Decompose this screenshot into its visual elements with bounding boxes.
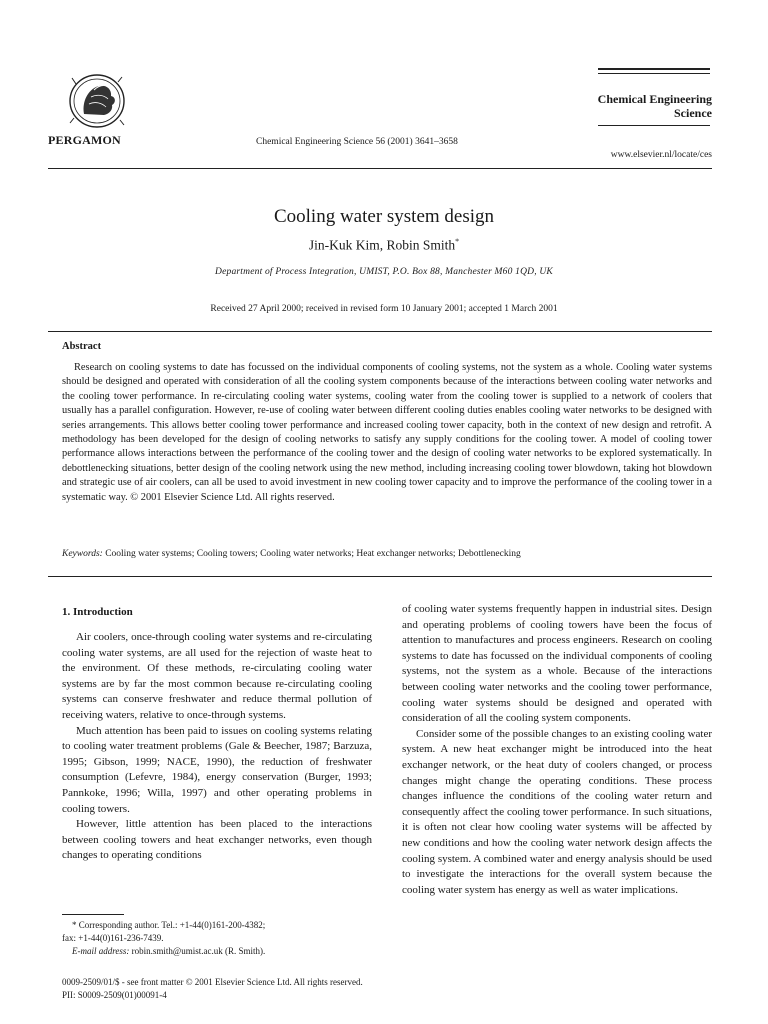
article-title: Cooling water system design bbox=[273, 206, 495, 227]
article-authors bbox=[0, 237, 768, 254]
email-address[interactable]: robin.smith@umist.ac.uk (R. Smith). bbox=[131, 946, 266, 956]
journal-rule-bottom bbox=[598, 125, 710, 126]
journal-rule-top-thin bbox=[598, 73, 710, 74]
received-dates: Received 27 April 2000; received in revised form 10 January 2001; accepted 1 March 2001 bbox=[210, 304, 558, 314]
copyright-line: 0009-2509/01/$ - see front matter © 2001 Elsevier Science Ltd. All rights reserved. bbox=[62, 977, 363, 987]
abstract-divider bbox=[48, 331, 712, 332]
left-column bbox=[62, 630, 372, 864]
pergamon-athena-logo-icon bbox=[64, 70, 130, 130]
paragraph: Consider some of the possible changes to an existing cooling water system. A new heat exchanger might be introduced into the heat exchanger network, or the heat duty of coolers changed, or process changes might change the operating conditions. These process changes influence the conditions of the cooling water return and consequently affect the cooling tower performance. In such situations, it is often not clear how cooling water systems will be affected by new conditions and how the cooling water network design affects the cooling system. A combined water and energy analysis should be used to investigate the interactions for the overall system because the cooling water system has energy as well as water implications. bbox=[402, 727, 712, 896]
footnote-phone: * Corresponding author. Tel.: +1-44(0)161-200-4382; bbox=[72, 920, 266, 930]
journal-rule-top bbox=[598, 68, 710, 70]
corresponding-author-mark: * bbox=[455, 237, 460, 246]
email-label: E-mail address: bbox=[72, 946, 130, 956]
abstract-text: Research on cooling systems to date has focussed on the individual components of cooling systems, not the system as a whole. Cooling water systems should be designed and operated with consideration of all the cooling system components because of the interactions between cooling water networks and the cooling tower performance. In re-circulating cooling water systems, cooling water from the cooling tower is supplied to a network of coolers that usually has a parallel configuration. However, re-use of cooling water between different cooling duties enables cooling water networks to be designed with series arrangements. This allows better cooling tower performance and increased cooling tower capacity, both in the context of new design and retrofit. A methodology has been developed for the design of cooling networks to satisfy any supply conditions for the cooling tower. A model of cooling tower performance allows interactions between the performance of the cooling tower and the design of cooling water networks to be explored systematically. In debottlenecking situations, better design of the cooling network using the new method, including increasing cooling tower blowdown, taking hot blowdown and strategic use of air coolers, can all be used to avoid investment in new cooling tower capacity and to improve the performance of the cooling tower in a systematic way. © 2001 Elsevier Science Ltd. All rights reserved. bbox=[62, 362, 712, 503]
journal-citation: Chemical Engineering Science 56 (2001) 3641–3658 bbox=[256, 137, 458, 147]
journal-name: Chemical Engineering Science bbox=[597, 92, 712, 120]
body-divider bbox=[48, 576, 712, 577]
publisher-name: PERGAMON bbox=[48, 133, 121, 147]
author-affiliation: Department of Process Integration, UMIST, P.O. Box 88, Manchester M60 1QD, UK bbox=[215, 267, 553, 277]
corresponding-author-footnote bbox=[62, 919, 372, 958]
keywords-label: Keywords: bbox=[62, 549, 103, 559]
paragraph: Much attention has been paid to issues on cooling systems relating to cooling water treatment problems (Gale & Beecher, 1987; Barzuza, 1995; Gibson, 1999; NACE, 1990), the reduction of freshwater consumption (Lefevre, 1984), energy conservation (Burger, 1993; Pannkoke, 1996; Willa, 1997) and other operating problems in cooling towers. bbox=[62, 724, 372, 815]
keywords-line bbox=[62, 549, 712, 559]
section-heading: 1. Introduction bbox=[62, 606, 133, 618]
footnote-rule bbox=[62, 914, 124, 915]
paragraph: However, little attention has been placed to the interactions between cooling towers and heat exchanger networks, even though changes to operating conditions bbox=[62, 818, 372, 862]
footnote-fax: fax: +1-44(0)161-236-7439. bbox=[62, 933, 164, 943]
right-column bbox=[402, 602, 712, 898]
author-names: Jin-Kuk Kim, Robin Smith bbox=[308, 237, 456, 253]
paragraph: of cooling water systems frequently happen in industrial sites. Design and operating problems of cooling towers have been the focus of attention to manufactures and process engineers. Research on cooling systems to date has focussed on the individual components of cooling systems, not the system as a whole. Because of the interactions between cooling water networks and the cooling tower performance, cooling water systems should be designed and operated with consideration of all the cooling system components. bbox=[402, 603, 712, 725]
footnote-email-line bbox=[62, 945, 372, 958]
paragraph: Air coolers, once-through cooling water systems and re-circulating cooling water systems, are all used for the rejection of waste heat to the environment. Of these methods, re-circulating cooling water systems are by far the most common because re-circulating cooling systems can conserve freshwater and reduce thermal pollution of receiving waters, relative to once-through systems. bbox=[62, 631, 372, 721]
keywords-list: Cooling water systems; Cooling towers; Cooling water networks; Heat exchanger networks; Debottlenecking bbox=[105, 549, 521, 559]
abstract-heading: Abstract bbox=[62, 341, 102, 352]
page-footer bbox=[62, 976, 662, 1002]
header-divider bbox=[48, 168, 712, 169]
journal-url-link[interactable]: www.elsevier.nl/locate/ces bbox=[610, 150, 712, 160]
pii-line: PII: S0009-2509(01)00091-4 bbox=[62, 990, 167, 1000]
